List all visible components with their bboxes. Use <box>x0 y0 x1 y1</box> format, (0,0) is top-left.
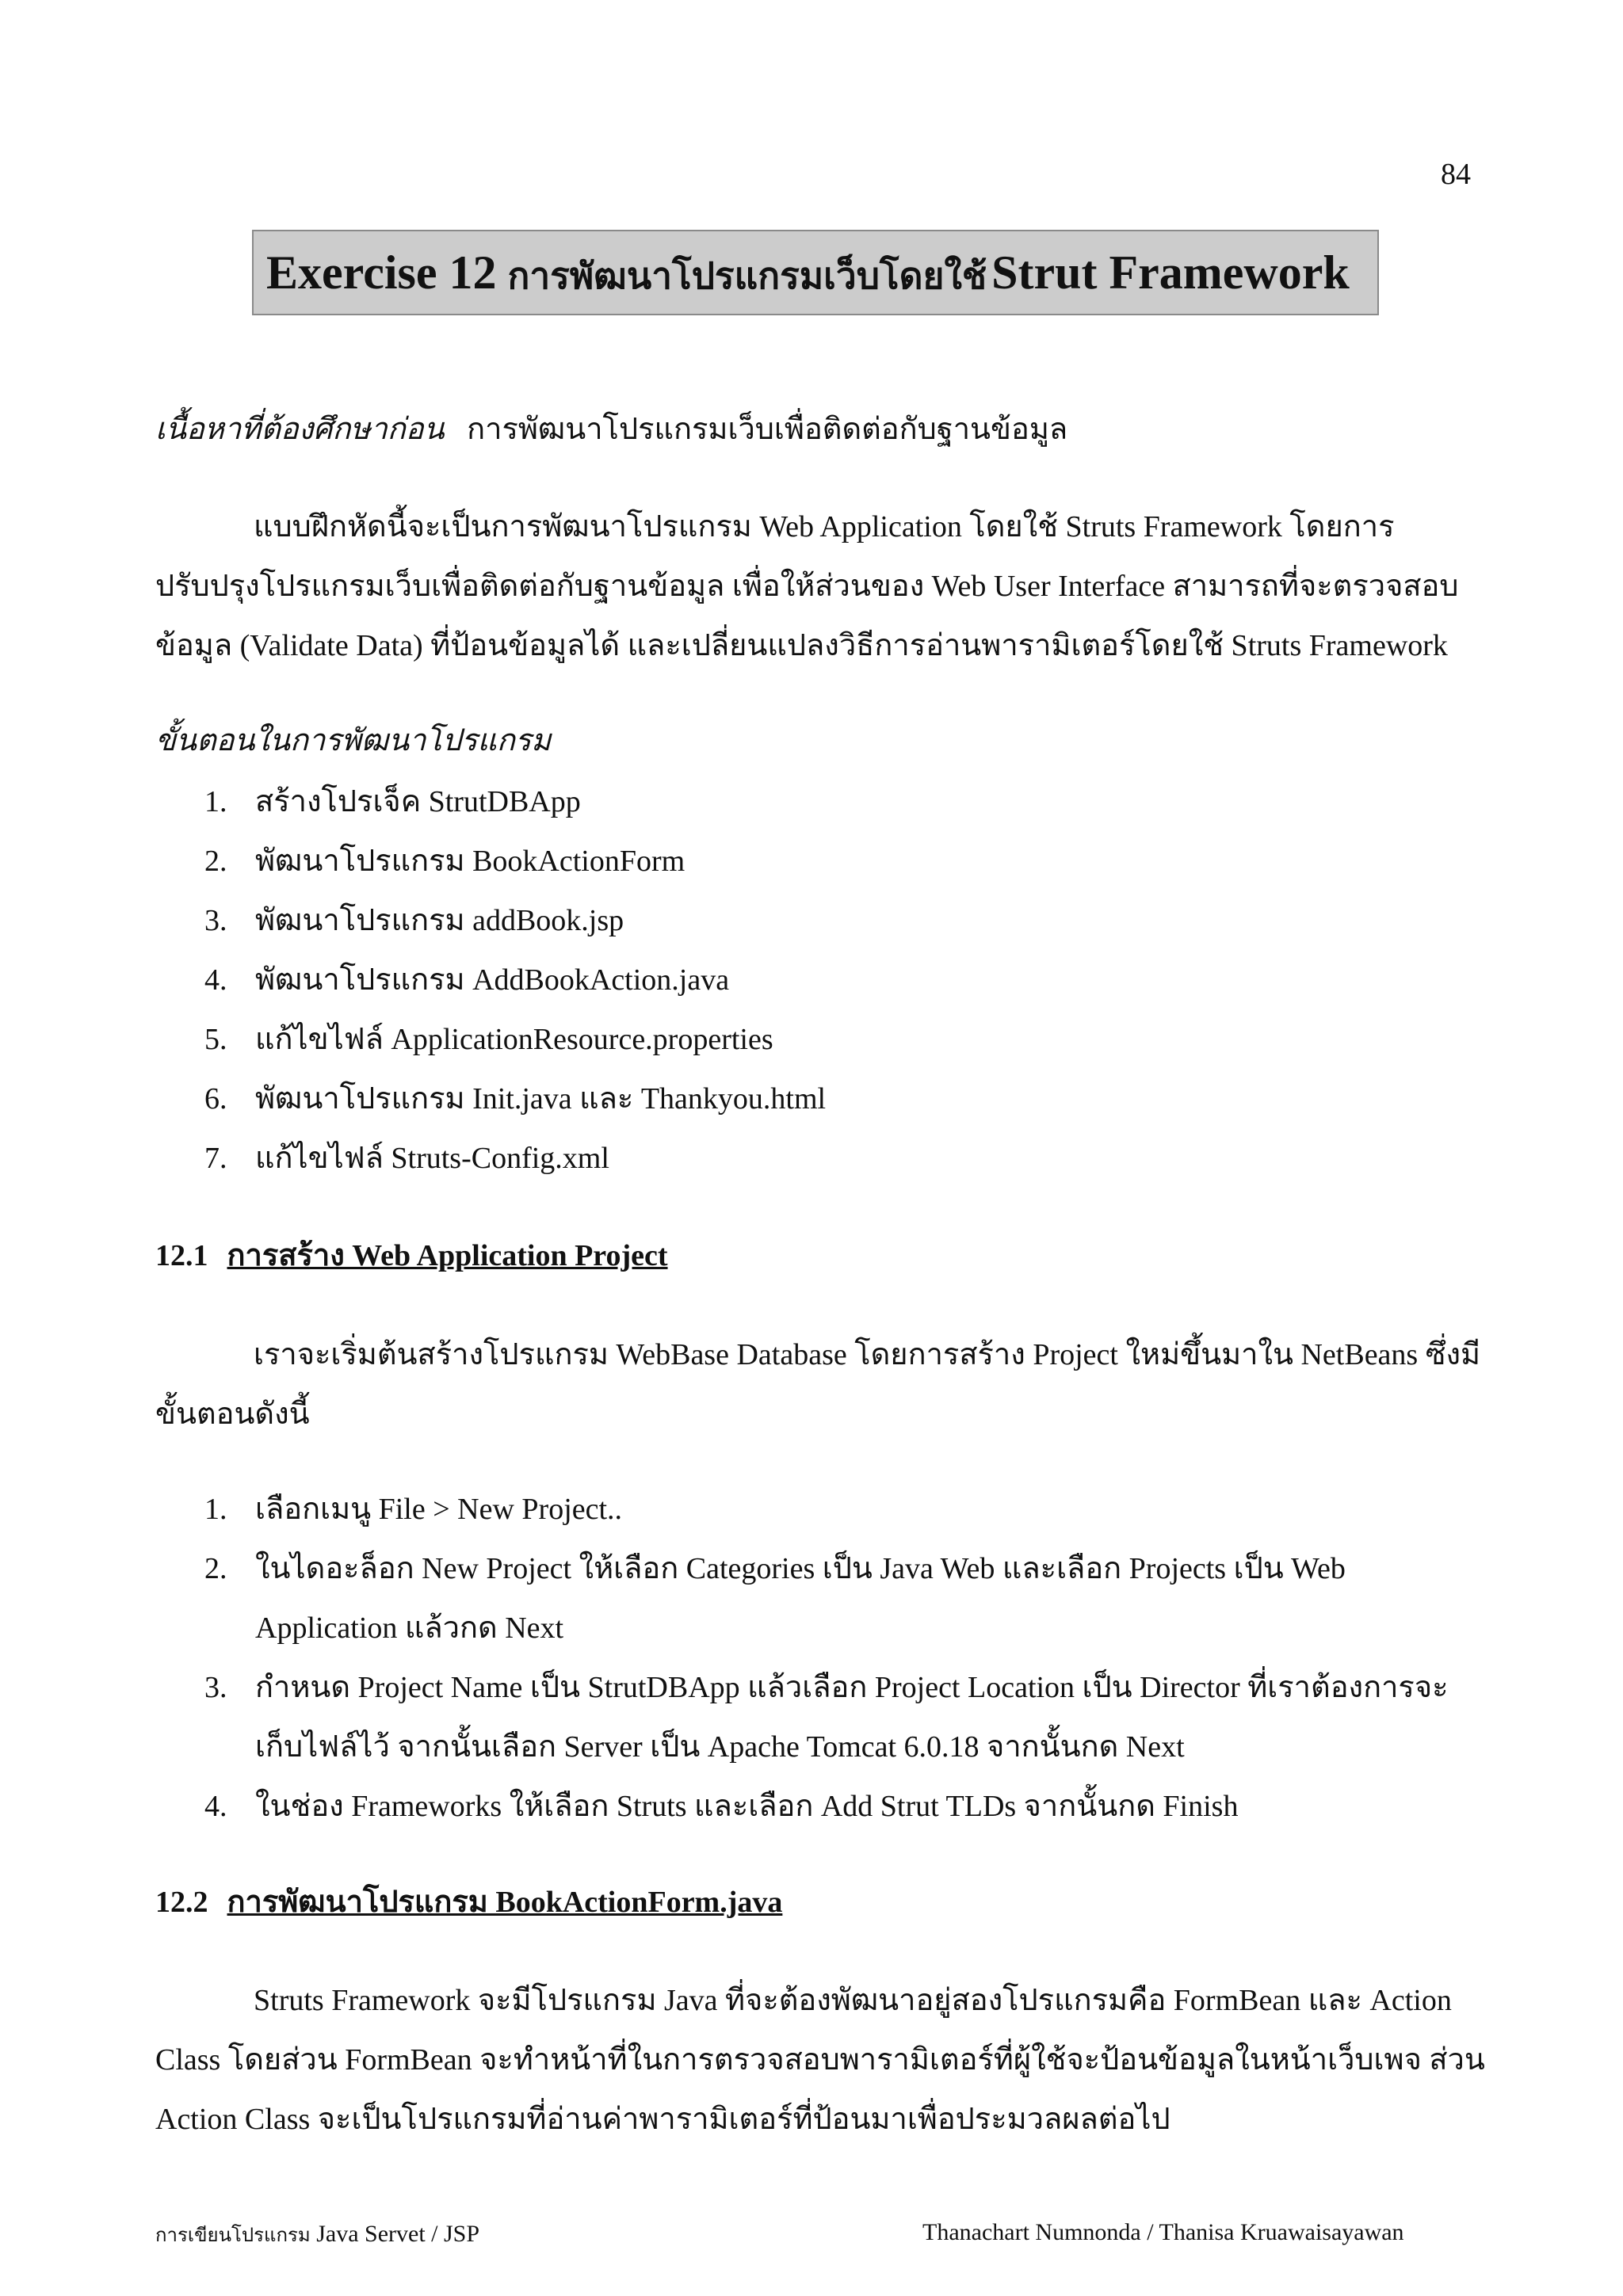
step-item <box>204 1074 826 1122</box>
procedure-text: ในช่อง Frameworks ให้เลือก Struts และเลือก Add Strut TLDs จากนั้นกด Finish <box>255 1790 1239 1823</box>
footer-course <box>155 2219 479 2250</box>
section-12-2-para-line-1: Struts Framework จะมีโปรแกรม Java ที่จะต้องพัฒนาอยู่สองโปรแกรมคือ FormBean และ Action <box>254 1984 1452 2017</box>
procedure-item <box>204 1484 622 1532</box>
prerequisite-label: เนื้อหาที่ต้องศึกษาก่อน <box>155 413 445 446</box>
procedure-item <box>204 1781 1238 1829</box>
procedure-number: 4. <box>204 1790 227 1823</box>
footer-course-thai: การเขียนโปรแกรม <box>155 2225 311 2246</box>
section-number: 12.1 <box>155 1239 208 1272</box>
step-item <box>204 1133 609 1181</box>
procedure-text: เลือกเมนู File > New Project.. <box>255 1493 623 1526</box>
step-number: 5. <box>204 1023 227 1056</box>
procedure-item <box>204 1543 1346 1592</box>
step-text: แก้ไขไฟล์ ApplicationResource.properties <box>255 1023 773 1056</box>
procedure-number: 2. <box>204 1552 227 1585</box>
step-text: พัฒนาโปรแกรม Init.java และ Thankyou.html <box>255 1082 827 1116</box>
procedure-text: ในไดอะล็อก New Project ให้เลือก Categories เป็น Java Web และเลือก Projects เป็น Web <box>255 1552 1346 1585</box>
step-item <box>204 895 624 944</box>
step-number: 7. <box>204 1142 227 1175</box>
step-number: 4. <box>204 963 227 997</box>
step-item <box>204 776 581 825</box>
step-number: 3. <box>204 904 227 937</box>
step-item <box>204 836 685 884</box>
intro-line-3: ข้อมูล (Validate Data) ที่ป้อนข้อมูลได้ และเปลี่ยนแปลงวิธีการอ่านพารามิเตอร์โดยใช้ Struts Framework <box>155 629 1448 662</box>
section-12-1-heading <box>155 1230 668 1279</box>
step-text: แก้ไขไฟล์ Struts-Config.xml <box>255 1142 609 1175</box>
section-12-2-para-line-3: Action Class จะเป็นโปรแกรมที่อ่านค่าพารามิเตอร์ที่ป้อนมาเพื่อประมวลผลต่อไป <box>155 2103 1170 2136</box>
exercise-title-box <box>252 230 1379 315</box>
section-title: การพัฒนาโปรแกรม BookActionForm.java <box>227 1886 783 1919</box>
step-item <box>204 1014 773 1062</box>
exercise-title <box>266 246 1350 305</box>
exercise-title-thai: การพัฒนาโปรแกรมเว็บโดยใช้ <box>507 256 987 296</box>
section-title: การสร้าง Web Application Project <box>227 1239 668 1272</box>
section-number: 12.2 <box>155 1886 208 1919</box>
intro-line-1: แบบฝึกหัดนี้จะเป็นการพัฒนาโปรแกรม Web Application โดยใช้ Struts Framework โดยการ <box>254 510 1395 543</box>
step-number: 1. <box>204 785 227 818</box>
step-number: 6. <box>204 1082 227 1116</box>
page-number: 84 <box>1441 158 1471 191</box>
step-text: พัฒนาโปรแกรม AddBookAction.java <box>255 963 730 997</box>
procedure-item <box>204 1662 1449 1711</box>
section-12-2-para-line-2: Class โดยส่วน FormBean จะทำหน้าที่ในการตรวจสอบพารามิเตอร์ที่ผู้ใช้จะป้อนข้อมูลในหน้าเว็บเพจ ส่วน <box>155 2043 1485 2077</box>
exercise-title-english: Strut Framework <box>991 246 1350 299</box>
procedure-number: 3. <box>204 1671 227 1704</box>
procedure-text: กำหนด Project Name เป็น StrutDBApp แล้วเลือก Project Location เป็น Director ที่เราต้องการจะ <box>255 1671 1449 1704</box>
exercise-number: Exercise 12 <box>266 246 497 299</box>
intro-line-2: ปรับปรุงโปรแกรมเว็บเพื่อติดต่อกับฐานข้อมูล เพื่อให้ส่วนของ Web User Interface สามารถที่จะตรวจสอบ <box>155 570 1459 603</box>
step-item <box>204 955 729 1003</box>
steps-heading: ขั้นตอนในการพัฒนาโปรแกรม <box>155 724 552 757</box>
prerequisite-text: การพัฒนาโปรแกรมเว็บเพื่อติดต่อกับฐานข้อมูล <box>467 413 1068 446</box>
step-text: พัฒนาโปรแกรม BookActionForm <box>255 845 685 878</box>
prerequisite-line <box>155 404 1067 452</box>
footer-course-english: Java Servet / JSP <box>316 2221 480 2247</box>
procedure-text-continued: เก็บไฟล์ไว้ จากนั้นเลือก Server เป็น Apache Tomcat 6.0.18 จากนั้นกด Next <box>255 1730 1185 1764</box>
step-text: สร้างโปรเจ็ค StrutDBApp <box>255 785 581 818</box>
procedure-text-continued: Application แล้วกด Next <box>255 1611 564 1645</box>
procedure-number: 1. <box>204 1493 227 1526</box>
footer-authors: Thanachart Numnonda / Thanisa Kruawaisayawan <box>922 2219 1404 2245</box>
step-number: 2. <box>204 845 227 878</box>
section-12-1-para-line-1: เราจะเริ่มต้นสร้างโปรแกรม WebBase Database โดยการสร้าง Project ใหม่ขึ้นมาใน NetBeans ซึ่งมี <box>254 1338 1481 1371</box>
section-12-1-para-line-2: ขั้นตอนดังนี้ <box>155 1398 310 1431</box>
step-text: พัฒนาโปรแกรม addBook.jsp <box>255 904 624 937</box>
section-12-2-heading <box>155 1877 782 1925</box>
